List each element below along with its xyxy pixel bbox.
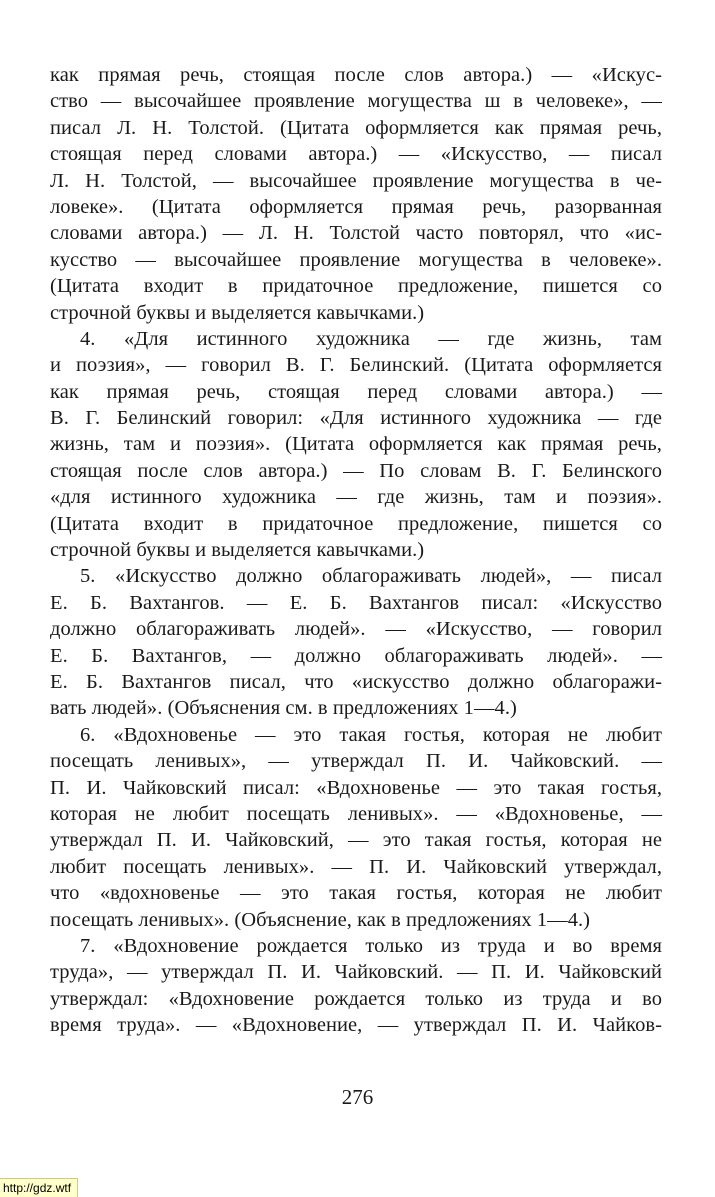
text-line-9: (Цитата входит в придаточное предложение, пишется со [50,275,662,298]
text-line-29: которая не любит посещать ленивых». — «Вдохновенье, — [50,802,662,825]
paragraph-6-line-1: 6. «Вдохновенье — это такая гостья, которая не любит [80,723,662,746]
text-line-3: писал Л. Н. Толстой. (Цитата оформляется как прямая речь, [50,116,662,139]
text-line-17: «для истинного художника — где жизнь, там и поэзия». [50,486,662,509]
text-line-5: Л. Н. Толстой, — высочайшее проявление могущества в че- [50,169,662,192]
text-line-36: утверждал: «Вдохновение рождается только из труда и во [50,987,662,1010]
text-line-7: словами автора.) — Л. Н. Толстой часто повторял, что «ис- [50,222,662,245]
text-line-15: жизнь, там и поэзия». (Цитата оформляется как прямая речь, [50,433,662,456]
text-line-4: стоящая перед словами автора.) — «Искусство, — писал [50,143,662,166]
paragraph-4-line-1: 4. «Для истинного художника — где жизнь, там [80,327,662,350]
text-line-30: утверждал П. И. Чайковский, — это такая гостья, которая не [50,829,662,852]
text-line-6: ловеке». (Цитата оформляется прямая речь, разорванная [50,195,662,218]
text-line-25: вать людей». (Объяснения см. в предложениях 1—4.) [50,697,517,720]
text-line-16: стоящая после слов автора.) — По словам В. Г. Белинского [50,459,662,482]
text-line-23: Е. Б. Вахтангов, — должно облагораживать людей». — [50,644,662,667]
text-line-8: кусство — высочайшее проявление могущества в человеке». [50,248,662,271]
text-line-35: труда», — утверждал П. И. Чайковский. — П. И. Чайковский [50,961,662,984]
text-line-14: В. Г. Белинский говорил: «Для истинного художника — где [50,407,662,430]
text-line-21: Е. Б. Вахтангов. — Е. Б. Вахтангов писал: «Искусство [50,591,662,614]
text-line-12: и поэзия», — говорил В. Г. Белинский. (Цитата оформляется [50,354,662,377]
page-number: 276 [341,1085,374,1109]
paragraph-5-line-1: 5. «Искусство должно облагораживать людей», — писал [80,565,662,588]
text-line-32: что «вдохновенье — это такая гостья, которая не любит [50,882,662,905]
text-line-27: посещать ленивых», — утверждал П. И. Чайковский. — [50,750,662,773]
text-line-10: строчной буквы и выделяется кавычками.) [50,301,425,324]
paragraph-7-line-1: 7. «Вдохновение рождается только из труда и во время [80,934,662,957]
text-line-19: строчной буквы и выделяется кавычками.) [50,539,425,562]
text-line-18: (Цитата входит в придаточное предложение, пишется со [50,512,662,535]
page-text [50,62,662,1038]
text-line-28: П. И. Чайковский писал: «Вдохновенье — это такая гостья, [50,776,662,799]
text-line-22: должно облагораживать людей». — «Искусство, — говорил [50,618,662,641]
watermark-link[interactable]: http://gdz.wtf [0,1178,78,1197]
text-line-31: любит посещать ленивых». — П. И. Чайковский утверждал, [50,855,662,878]
text-line-37: время труда». — «Вдохновение, — утверждал П. И. Чайков- [50,1014,662,1037]
text-line-24: Е. Б. Вахтангов писал, что «искусство должно облагоражи- [50,670,662,693]
text-line-2: ство — высочайшее проявление могущества ш в человеке», — [50,90,662,113]
text-line-33: посещать ленивых». (Объяснение, как в предложениях 1—4.) [50,908,591,931]
text-line-1: как прямая речь, стоящая после слов автора.) — «Искус- [50,64,662,86]
text-line-13: как прямая речь, стоящая перед словами автора.) — [50,380,662,403]
